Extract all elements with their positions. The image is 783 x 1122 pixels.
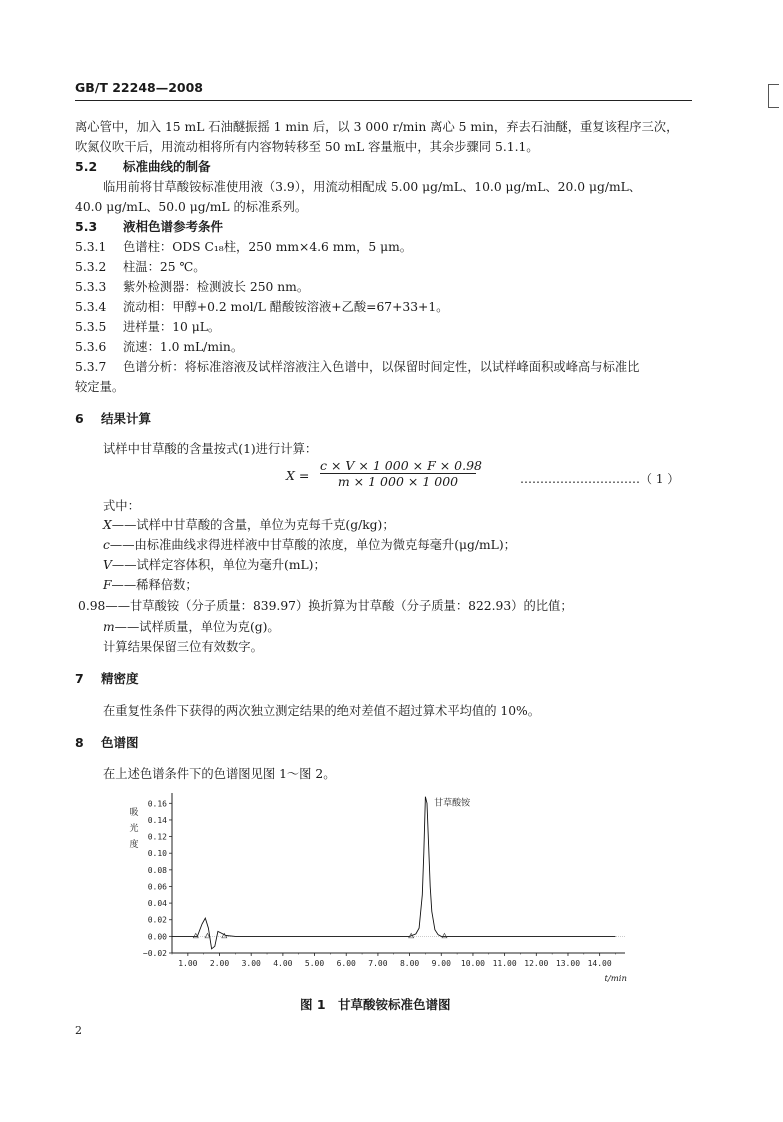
y-axis-label-char: 吸 — [129, 808, 139, 818]
section-number: 5.3 — [75, 219, 98, 234]
definition-item: m——试样质量，单位为克(g)。 — [103, 620, 280, 634]
x-tick-label: 9.00 — [431, 959, 451, 968]
note-line: 计算结果保留三位有效数字。 — [103, 640, 263, 654]
para-line: 离心管中，加入 15 mL 石油醚振摇 1 min 后，以 3 000 r/min 离心 5 min，弃去石油醚，重复该程序三次， — [75, 120, 679, 134]
x-tick-label: 7.00 — [368, 959, 388, 968]
x-tick-label: 1.00 — [178, 959, 198, 968]
x-tick-label: 12.00 — [524, 959, 549, 968]
section-6-heading: 6 结果计算 — [75, 411, 152, 426]
x-tick-label: 10.00 — [460, 959, 485, 968]
peak-marker — [442, 933, 447, 938]
y-tick-label: 0.14 — [147, 815, 167, 825]
x-tick-label: 5.00 — [304, 959, 325, 968]
header-rule — [75, 100, 692, 101]
y-tick-label: 0.00 — [147, 932, 167, 942]
y-tick-label: 0.02 — [147, 915, 167, 925]
list-item: 5.3.5 进样量：10 μL。 — [75, 320, 221, 334]
definition-item: F——稀释倍数； — [103, 578, 198, 592]
list-item: 5.3.1 色谱柱：ODS C₁₈柱，250 mm×4.6 mm，5 μm。 — [75, 240, 413, 254]
definition-item: X——试样中甘草酸的含量，单位为克每千克(g/kg)； — [103, 518, 395, 532]
list-item: 5.3.7 色谱分析：将标准溶液及试样溶液注入色谱中，以保留时间定性，以试样峰面积或峰高与标准比 — [75, 360, 640, 374]
page-number: 2 — [75, 1024, 82, 1037]
y-tick-label: 0.08 — [147, 865, 167, 875]
para-line: 吹氮仪吹干后，用流动相将所有内容物转移至 50 mL 容量瓶中，其余步骤同 5.1.1。 — [75, 140, 539, 154]
section-5-2-heading — [75, 158, 695, 176]
x-tick-label: 8.00 — [399, 959, 420, 968]
x-tick-label: 14.00 — [587, 959, 612, 968]
y-tick-label: 0.10 — [147, 849, 167, 859]
formula-lhs: X = — [286, 468, 310, 483]
section-8-heading: 8 色谱图 — [75, 735, 139, 750]
chromatogram-chart — [110, 785, 660, 995]
where-label: 式中： — [103, 499, 140, 513]
formula-intro: 试样中甘草酸的含量按式(1)进行计算： — [103, 442, 318, 456]
y-tick-label: 0.12 — [147, 832, 167, 842]
standard-number: GB/T 22248—2008 — [75, 80, 204, 95]
list-item: 5.3.2 柱温：25 ℃。 — [75, 260, 206, 274]
x-tick-label: 4.00 — [273, 959, 293, 968]
x-tick-label: 3.00 — [241, 959, 261, 968]
formula-fraction — [320, 458, 482, 489]
equation-number: …………………………（ 1 ） — [520, 472, 680, 486]
x-tick-label: 13.00 — [555, 959, 581, 968]
x-tick-label: 11.00 — [492, 959, 517, 968]
definition-item: c——由标准曲线求得进样液中甘草酸的浓度，单位为微克每毫升(μg/mL)； — [103, 538, 516, 552]
peak-label: 甘草酸铵 — [434, 798, 471, 809]
y-axis-label-char: 度 — [129, 840, 139, 850]
section-title: 标准曲线的制备 — [123, 159, 211, 174]
y-tick-label: −0.02 — [142, 949, 167, 958]
formula-numerator: c × V × 1 000 × F × 0.98 — [320, 458, 482, 473]
para-line: 临用前将甘草酸铵标准使用液（3.9），用流动相配成 5.00 μg/mL、10.0 μg/mL、20.0 μg/mL、 — [103, 180, 642, 194]
para-line: 40.0 μg/mL、50.0 μg/mL 的标准系列。 — [75, 200, 308, 214]
para-line: 在重复性条件下获得的两次独立测定结果的绝对差值不超过算术平均值的 10%。 — [103, 704, 541, 718]
x-tick-label: 6.00 — [336, 959, 356, 968]
y-tick-label: 0.06 — [147, 882, 167, 892]
section-number: 5.2 — [75, 159, 98, 174]
figure-caption: 图 1 甘草酸铵标准色谱图 — [300, 997, 451, 1012]
y-tick-label: 0.16 — [147, 799, 167, 809]
para-line: 较定量。 — [75, 380, 125, 394]
y-tick-label: 0.04 — [147, 899, 167, 909]
section-title: 液相色谱参考条件 — [123, 219, 224, 234]
para-line: 在上述色谱条件下的色谱图见图 1～图 2。 — [103, 767, 336, 781]
formula-denominator: m × 1 000 × 1 000 — [320, 473, 476, 489]
y-axis-label-char: 光 — [129, 824, 139, 834]
list-item: 5.3.6 流速：1.0 mL/min。 — [75, 340, 244, 354]
section-7-heading: 7 精密度 — [75, 671, 139, 686]
definition-item: 0.98——甘草酸铵（分子质量：839.97）换折算为甘草酸（分子质量：822.93）的比值； — [78, 599, 573, 613]
x-axis-label: t/min — [604, 974, 627, 984]
list-item: 5.3.4 流动相：甲醇+0.2 mol/L 醋酸铵溶液+乙酸=67+33+1。 — [75, 300, 449, 314]
section-5-3-heading — [75, 218, 695, 236]
list-item: 5.3.3 紫外检测器：检测波长 250 nm。 — [75, 280, 310, 294]
series-line — [172, 797, 616, 949]
page-edge-mark — [768, 84, 779, 108]
x-tick-label: 2.00 — [209, 959, 230, 968]
definition-item: V——试样定容体积，单位为毫升(mL)； — [103, 558, 326, 572]
